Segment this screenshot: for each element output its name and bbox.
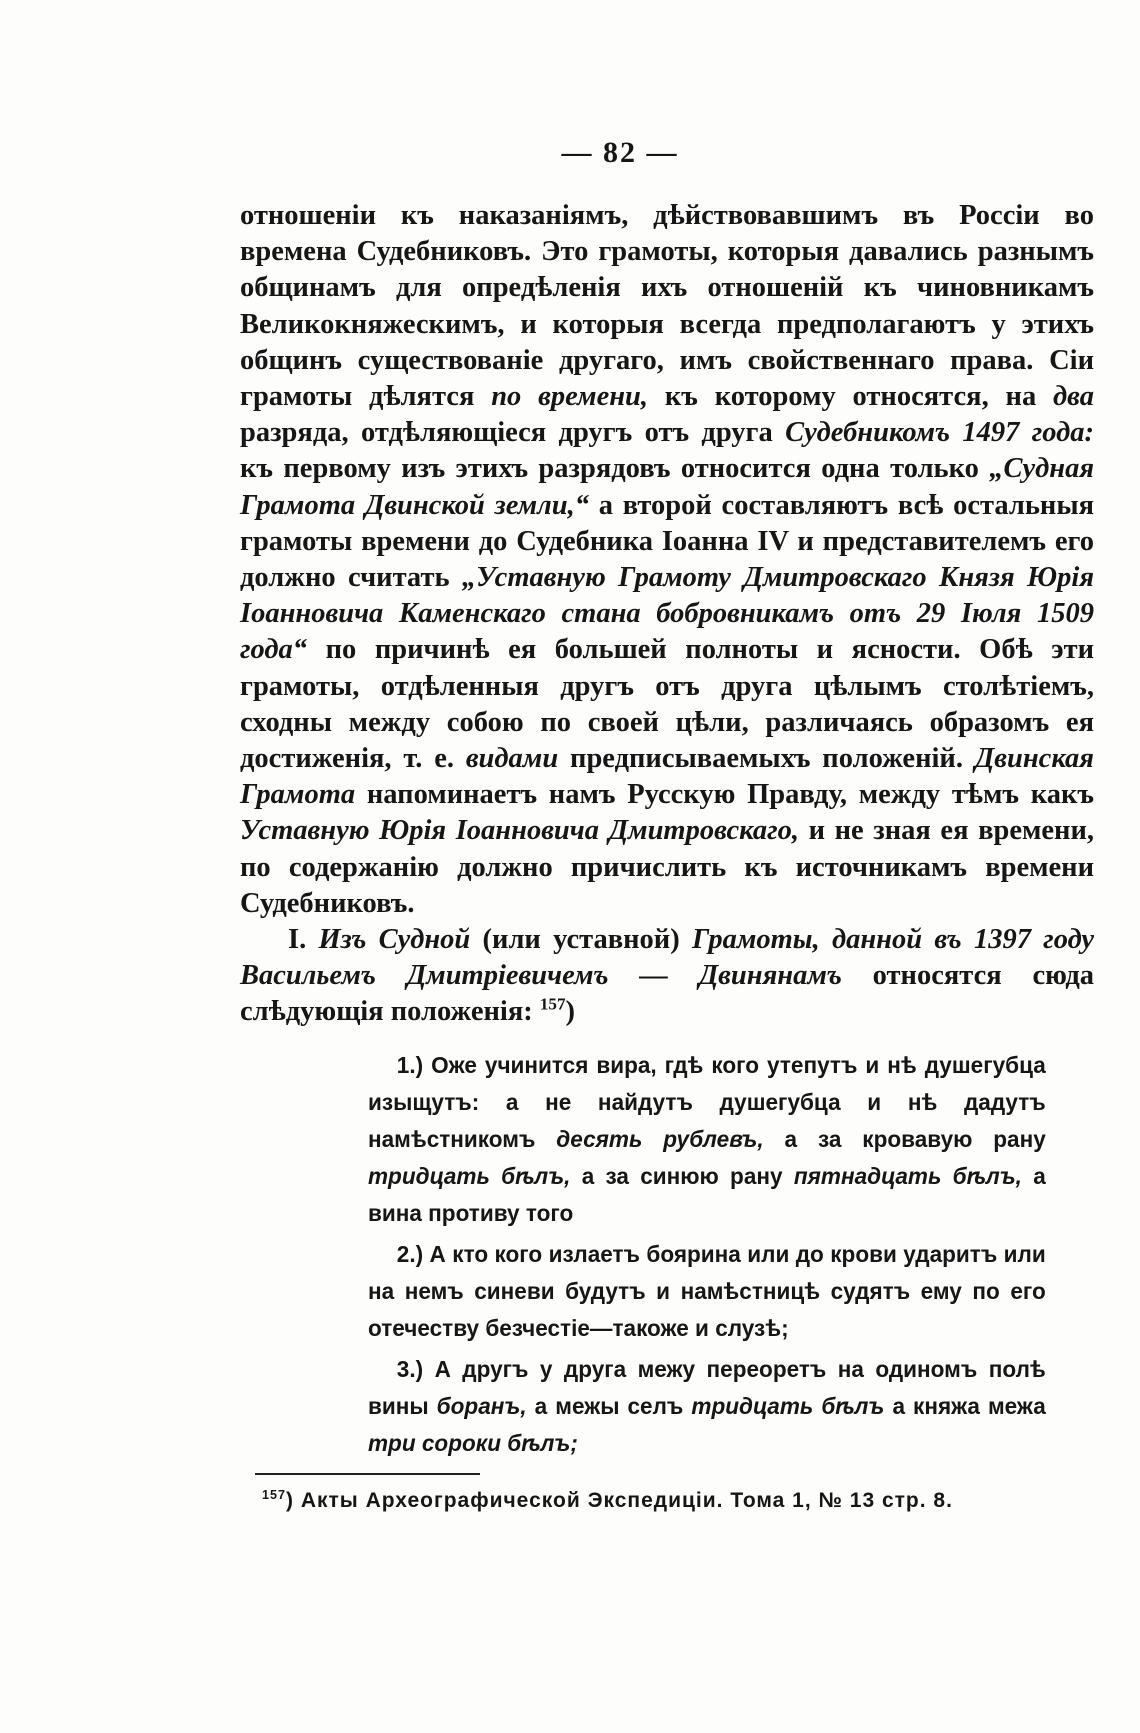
provision-number: 3.) xyxy=(396,1356,424,1382)
provision-number: 1.) xyxy=(396,1052,424,1078)
italic-run: десять рублевъ, xyxy=(556,1126,764,1152)
italic-run: видами xyxy=(465,743,559,775)
text-run: Оже учинится вира, гдѣ кого утепутъ и нѣ душегубца изыщутъ: а не найдутъ душегубца и нѣ дадутъ намѣстникомъ xyxy=(368,1052,1046,1152)
italic-run: два xyxy=(1053,381,1094,413)
provision-1 xyxy=(368,1047,1046,1232)
text-run: А кто кого излаетъ боярина или до крови ударитъ или на немъ синеви будутъ и намѣстницѣ судятъ ему по его отечеству безчестіе—такоже и слузѣ; xyxy=(368,1241,1046,1341)
text-run: а за синюю рану xyxy=(570,1163,794,1189)
section-number: I. xyxy=(288,924,307,956)
quoted-provisions xyxy=(368,1047,1046,1466)
text-run: разряда, отдѣляющіеся другъ отъ друга xyxy=(240,417,786,449)
footnote-number: 157 xyxy=(262,1488,287,1502)
text-run: предписываемыхъ положеній. xyxy=(558,743,975,775)
italic-run: „Уставную Грамоту Дмитровскаго Князя Юрія Іоанновича Каменскаго стана бобровникамъ отъ 29 Іюля 1509 года“ xyxy=(240,562,1094,666)
footnote-text: ) Акты Археографической Экспедиціи. Тома 1, № 13 стр. 8. xyxy=(286,1489,953,1512)
italic-run: по времени, xyxy=(491,381,649,413)
italic-run: пятнадцать бѣлъ, xyxy=(793,1163,1022,1189)
italic-run: Уставную Юрія Іоанновича Дмитровскаго, xyxy=(240,815,799,847)
footnote xyxy=(262,1489,1082,1513)
text-run: (или уставной) xyxy=(470,924,692,956)
text-run: а межы селъ xyxy=(526,1393,692,1419)
text-run: а вина противу того xyxy=(368,1163,1046,1226)
italic-run: тридцать бѣлъ, xyxy=(368,1163,571,1189)
italic-run: Двинская Грамота xyxy=(240,743,1094,811)
text-run: и не зная ея времени, по содержанію должно причислить къ источникамъ времени Судебниковъ. xyxy=(240,815,1095,919)
italic-run: „Судная Грамота Двинской земли,“ xyxy=(240,453,1094,521)
paragraph-1 xyxy=(240,198,1094,922)
italic-run: три сороки бѣлъ; xyxy=(368,1430,578,1456)
main-text xyxy=(240,198,1094,1031)
text-run: къ которому относятся, на xyxy=(648,381,1054,413)
paragraph-2 xyxy=(240,922,1094,1031)
text-run: къ первому изъ этихъ разрядовъ относится одна только xyxy=(240,453,990,485)
provision-3 xyxy=(368,1351,1046,1462)
provision-2 xyxy=(368,1236,1046,1347)
italic-run: боранъ, xyxy=(436,1393,527,1419)
text-run: а за кровавую рану xyxy=(763,1126,1046,1152)
page-number: — 82 — xyxy=(561,136,679,169)
text-run: напоминаетъ намъ Русскую Правду, между тѣмъ какъ xyxy=(355,779,1094,811)
italic-run: Грамоты, данной въ 1397 году Васильемъ Дмитріевичемъ — Двинянамъ xyxy=(240,924,1094,992)
text-run: ) xyxy=(565,996,575,1028)
italic-run: Изъ Судной xyxy=(318,924,471,956)
text-run: А другъ у друга межу переоретъ на одиномъ полѣ вины xyxy=(368,1356,1046,1419)
footnote-ref[interactable]: 157 xyxy=(539,994,566,1014)
text-run: относятся сюда слѣдующія положенія: xyxy=(240,960,1094,1028)
text-run: а княжа межа xyxy=(884,1393,1046,1419)
provision-number: 2.) xyxy=(396,1241,424,1267)
footnote-divider xyxy=(255,1473,480,1475)
italic-run: Судебникомъ 1497 года: xyxy=(785,417,1094,449)
italic-run: тридцать бѣлъ xyxy=(691,1393,885,1419)
text-run: а второй составляютъ всѣ остальныя грамоты времени до Судебника Іоанна IV и представителемъ его должно считать xyxy=(240,489,1095,594)
text-run: по причинѣ ея большей полноты и ясности. Обѣ эти грамоты, отдѣленныя другъ отъ друга цѣлымъ столѣтіемъ, сходны между собою по своей цѣли, различаясь образомъ ея достиженія, т. е. xyxy=(240,634,1094,775)
text-run: отношеніи къ наказаніямъ, дѣйствовавшимъ въ Россіи во времена Судебниковъ. Это грамоты, которыя давались разнымъ общинамъ для опредѣленія ихъ отношеній къ чиновникамъ Великокняжескимъ, и которыя всегда предполагаютъ у этихъ общинъ существованіе другаго, имъ свойственнаго права. Сіи грамоты дѣлятся xyxy=(240,200,1094,413)
